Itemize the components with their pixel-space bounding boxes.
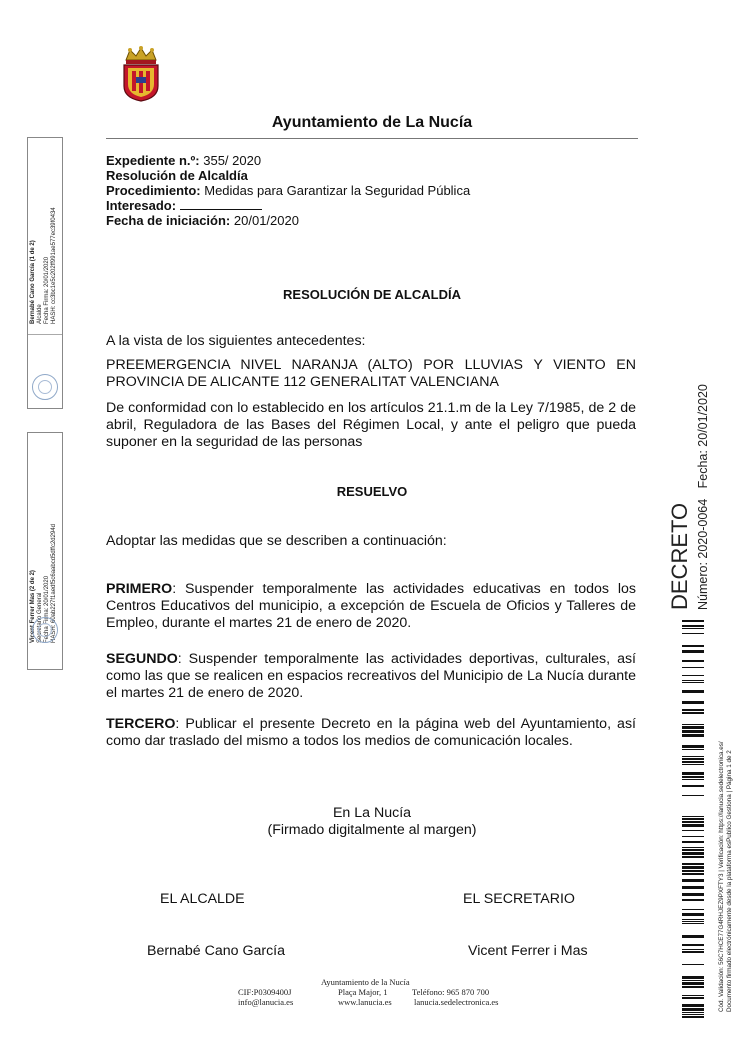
footer-org: Ayuntamiento de la Nucía bbox=[321, 977, 410, 987]
footer-phone: Teléfono: 965 870 700 bbox=[412, 987, 490, 997]
procedimiento-label: Procedimiento: bbox=[106, 183, 201, 198]
margin-divider bbox=[28, 334, 62, 335]
footer-sede: lanucia.sedelectronica.es bbox=[414, 997, 499, 1007]
tercero-paragraph bbox=[106, 716, 636, 750]
signer-2-name: Vicent Ferrer Mas (2 de 2) bbox=[30, 570, 36, 643]
decree-label: DECRETO bbox=[667, 502, 692, 610]
resolution-heading: RESOLUCIÓN DE ALCALDÍA bbox=[283, 287, 461, 302]
place-line: En La Nucía bbox=[332, 805, 412, 821]
margin-signature-2 bbox=[27, 432, 63, 670]
validation-line-2: Documento firmado electrónicamente desde la plataforma esPublico Gestiona | Página 1 de 2 bbox=[725, 750, 733, 1012]
fecha-value: 20/01/2020 bbox=[233, 213, 299, 228]
footer-address: Plaça Major, 1 bbox=[338, 987, 388, 997]
coat-of-arms-icon bbox=[118, 46, 164, 102]
validation-text bbox=[718, 741, 733, 1012]
signer-1-date: Fecha Firma: 20/01/2020 bbox=[44, 256, 50, 324]
alert-paragraph: PREEMERGENCIA NIVEL NARANJA (ALTO) POR LLUVIAS Y VIENTO EN PROVINCIA DE ALICANTE 112 GENERALITAT VALENCIANA bbox=[106, 357, 636, 390]
validation-line-1: Cód. Validación: 56C7HCE77G4RHJEZ9PXFTY3 | Verificación: https://lanucia.sedelectronica.es/ bbox=[718, 741, 725, 1012]
tercero-text: : Publicar el presente Decreto en la página web del Ayuntamiento, así como dar traslado del mismo a todos los medios de comunicación locales. bbox=[106, 716, 636, 749]
seal-icon bbox=[32, 374, 58, 400]
signer-2-hash: HASH: 60ab227f1aedf5c6aabcd5dffc2d294d bbox=[51, 524, 57, 643]
signer-2-role: Secretario General bbox=[37, 592, 43, 643]
segundo-paragraph bbox=[106, 651, 636, 702]
header-divider bbox=[106, 138, 638, 139]
expediente-value: 355/ 2020 bbox=[203, 153, 262, 168]
primero-text: : Suspender temporalmente las actividades educativas en todos los Centros Educativos del municipio, a excepción de Escuela de Oficios y Talleres de Empleo, durante el martes 21 de enero de 2020. bbox=[106, 581, 636, 631]
expediente-label: Expediente n.º: bbox=[106, 153, 200, 168]
footer-email: info@lanucia.es bbox=[238, 997, 294, 1007]
footer-cif: CIF:P0309400J bbox=[238, 987, 292, 997]
signed-note: (Firmado digitalmente al margen) bbox=[267, 822, 477, 838]
secretary-title: EL SECRETARIO bbox=[463, 891, 575, 907]
primero-label: PRIMERO bbox=[106, 581, 173, 597]
margin-signature-1 bbox=[27, 137, 63, 409]
case-metadata bbox=[106, 153, 470, 228]
page-title: Ayuntamiento de La Nucía bbox=[271, 114, 473, 131]
decree-number-date bbox=[696, 384, 710, 610]
mayor-title: EL ALCALDE bbox=[160, 891, 245, 907]
signer-2-date: Fecha Firma: 20/01/2020 bbox=[44, 575, 50, 643]
resuelvo-heading: RESUELVO bbox=[336, 484, 408, 499]
segundo-text: : Suspender temporalmente las actividades deportivas, culturales, así como las que se realicen en espacios recreativos del Municipio de La Nucía durante el martes 21 de enero de 2020. bbox=[106, 651, 636, 701]
signer-1-hash: HASH: cc3bc1e5c202ff991ae577ec39f0434 bbox=[51, 207, 57, 324]
conformity-paragraph: De conformidad con lo establecido en los artículos 21.1.m de la Ley 7/1985, de 2 de abril, Reguladora de las Bases del Régimen Local, y ante el peligro que pueda suponer en la seguridad de las personas bbox=[106, 400, 636, 450]
fecha-label: Fecha de iniciación: bbox=[106, 213, 231, 228]
tercero-label: TERCERO bbox=[106, 716, 176, 732]
signer-1-name: Bernabé Cano García (1 de 2) bbox=[30, 240, 36, 324]
barcode-icon bbox=[682, 620, 704, 1018]
primero-paragraph bbox=[106, 581, 636, 632]
procedimiento-value: Medidas para Garantizar la Seguridad Pública bbox=[204, 183, 471, 198]
resolucion-label: Resolución de Alcaldía bbox=[106, 168, 248, 183]
secretary-name: Vicent Ferrer i Mas bbox=[468, 943, 588, 959]
intro-paragraph: A la vista de los siguientes antecedentes: bbox=[106, 333, 366, 349]
interesado-label: Interesado: bbox=[106, 198, 177, 213]
footer-web: www.lanucia.es bbox=[338, 997, 392, 1007]
adopt-paragraph: Adoptar las medidas que se describen a continuación: bbox=[106, 533, 447, 549]
segundo-label: SEGUNDO bbox=[106, 651, 178, 667]
interesado-blank bbox=[180, 198, 262, 210]
mayor-name: Bernabé Cano García bbox=[147, 943, 286, 959]
page-footer bbox=[228, 977, 518, 1007]
decree-date: Fecha: 20/01/2020 bbox=[696, 384, 710, 489]
margin-signature-1-text bbox=[30, 207, 58, 324]
seal-icon bbox=[32, 617, 58, 643]
signer-1-role: Alcalde bbox=[37, 304, 43, 324]
decree-number: Número: 2020-0064 bbox=[696, 498, 710, 610]
